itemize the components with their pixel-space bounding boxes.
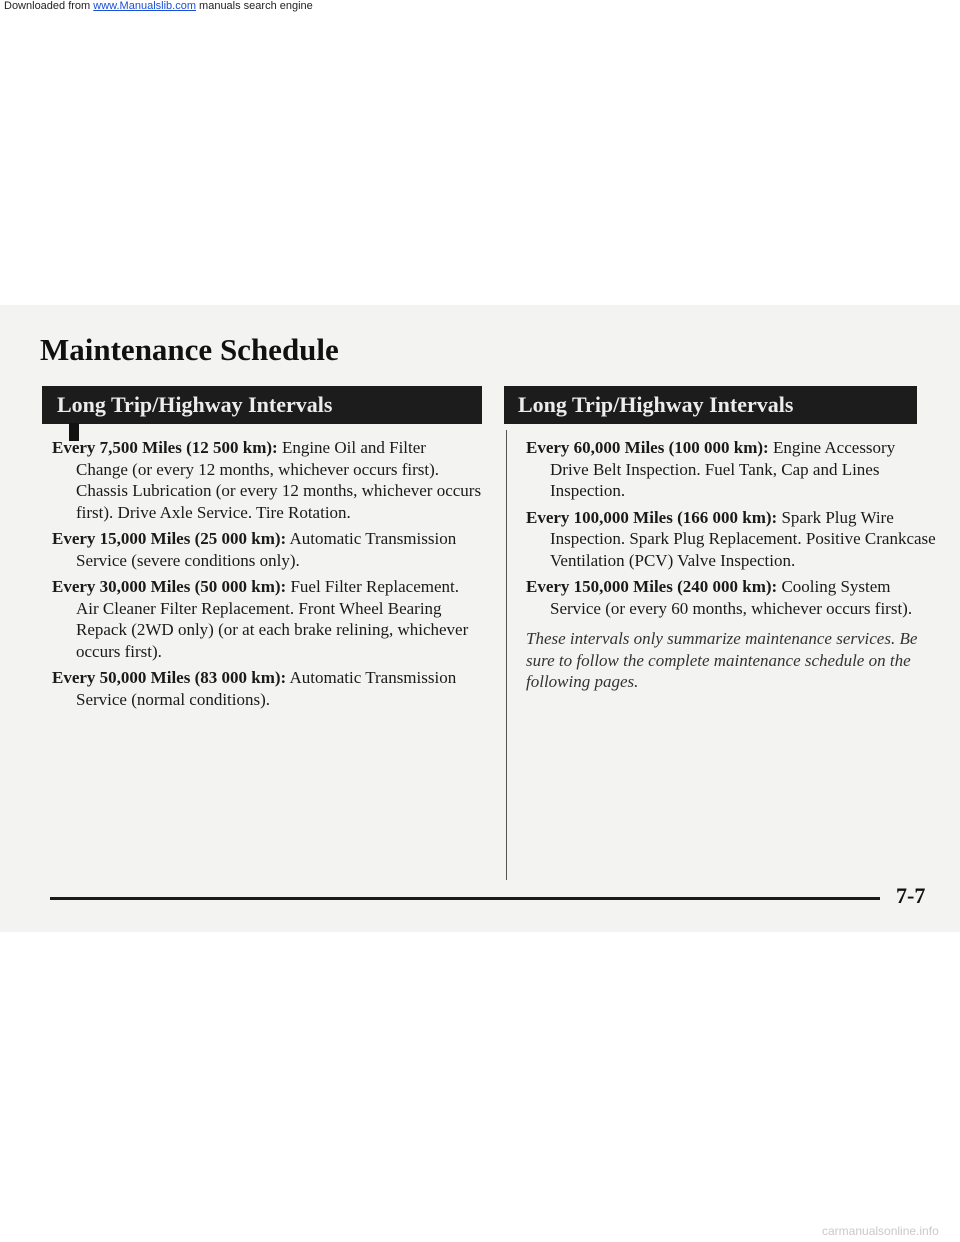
manualslib-link[interactable]: www.Manualslib.com [93,0,196,12]
left-column [52,437,482,715]
interval-label: Every 15,000 Miles (25 000 km): [52,529,287,548]
interval-label: Every 150,000 Miles (240 000 km): [526,577,778,596]
interval-entry [526,437,936,502]
interval-text: Fuel Filter Replacement. Air Cleaner Filter Replacement. Front Wheel Bearing Repack (2WD only) (or at each brake relining, whichever occurs first). [76,577,469,661]
interval-label: Every 60,000 Miles (100 000 km): [526,438,769,457]
interval-text: Spark Plug Wire Inspection. Spark Plug Replacement. Positive Crankcase Ventilation (PCV) Valve Inspection. [550,507,936,570]
interval-entry [52,528,482,571]
interval-entry [526,507,936,572]
interval-text: Engine Accessory Drive Belt Inspection. Fuel Tank, Cap and Lines Inspection. [550,438,896,500]
interval-text: Cooling System Service (or every 60 months, whichever occurs first). [550,577,913,618]
footer-rule [50,897,880,900]
banner-suffix: manuals search engine [195,0,313,12]
interval-text: Automatic Transmission Service (normal conditions). [76,668,457,709]
footer-watermark: carmanualsonline.info [822,1224,939,1238]
interval-entry [52,667,482,710]
download-banner [4,0,313,12]
interval-entry [52,576,482,662]
right-column [526,437,936,693]
interval-text: Automatic Transmission Service (severe conditions only). [76,529,457,570]
interval-entry [526,576,936,619]
page-title: Maintenance Schedule [40,332,339,367]
left-section-heading: Long Trip/Highway Intervals [42,386,482,424]
interval-label: Every 100,000 Miles (166 000 km): [526,507,778,527]
interval-entry [52,437,482,523]
interval-label: Every 7,500 Miles (12 500 km): [52,438,278,457]
interval-label: Every 30,000 Miles (50 000 km): [52,577,287,596]
page-number: 7-7 [896,883,926,908]
column-divider [506,430,507,880]
interval-label: Every 50,000 Miles (83 000 km): [52,668,287,687]
right-section-heading: Long Trip/Highway Intervals [504,386,917,424]
banner-prefix: Downloaded from [4,0,94,12]
interval-text: Engine Oil and Filter Change (or every 12 months, whichever occurs first). Chassis Lubrication (or every 12 months, whichever occurs first). Drive Axle Service. Tire Rotation. [76,438,482,522]
summary-note: These intervals only summarize maintenance services. Be sure to follow the complete maintenance schedule on the following pages. [526,629,918,691]
